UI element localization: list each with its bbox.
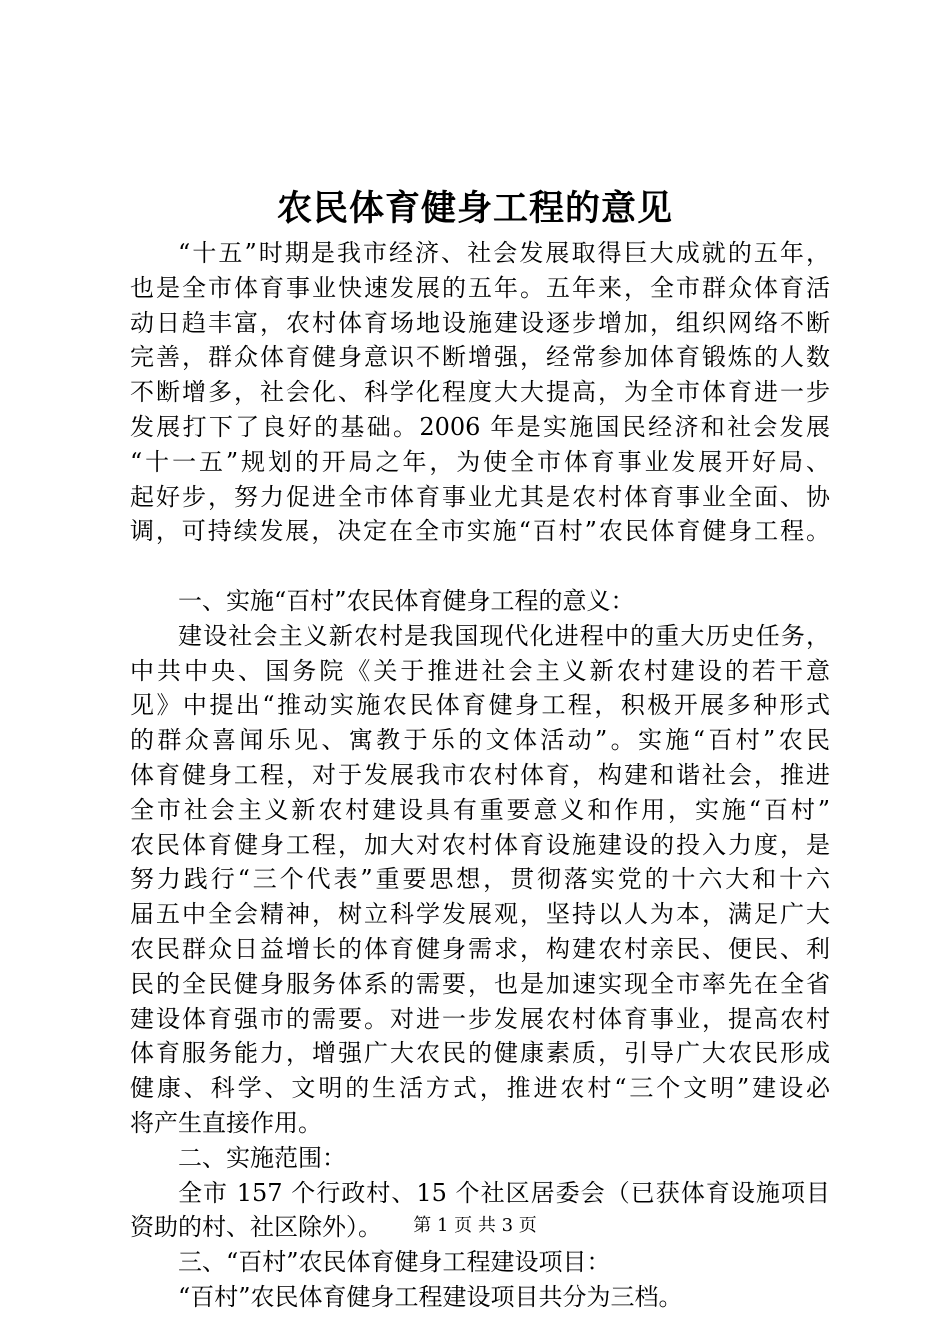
page-number-footer: 第 1 页 共 3 页 xyxy=(413,1215,537,1236)
paragraph-line: “十五”时期是我市经济、社会发展取得巨大成就的五年， xyxy=(178,239,830,267)
section-heading: 二、实施范围： xyxy=(178,1143,346,1172)
paragraph-line: 体育服务能力，增强广大农民的健康素质，引导广大农民形成 xyxy=(130,1039,830,1068)
paragraph-line: 发展打下了良好的基础。2006 年是实施国民经济和社会发展 xyxy=(130,412,830,441)
paragraph-line: 动日趋丰富，农村体育场地设施建设逐步增加，组织网络不断 xyxy=(130,308,830,337)
paragraph-line: 建设体育强市的需要。对进一步发展农村体育事业，提高农村 xyxy=(130,1004,830,1033)
paragraph-line: 将产生直接作用。 xyxy=(130,1108,322,1137)
paragraph-line: 也是全市体育事业快速发展的五年。五年来，全市群众体育活 xyxy=(130,273,830,302)
document-body xyxy=(130,236,830,1315)
paragraph-line: 起好步，努力促进全市体育事业尤其是农村体育事业全面、协 xyxy=(130,482,830,511)
section-heading: 三、“百村”农民体育健身工程建设项目： xyxy=(178,1248,611,1277)
paragraph-line: 资助的村、社区除外）。 xyxy=(130,1213,382,1242)
paragraph-line: 全市社会主义新农村建设具有重要意义和作用，实施“百村” xyxy=(130,795,830,824)
paragraph-line: 届五中全会精神，树立科学发展观，坚持以人为本，满足广大 xyxy=(130,900,830,929)
paragraph-line: 不断增多，社会化、科学化程度大大提高，为全市体育进一步 xyxy=(130,378,830,407)
paragraph-line: 见》中提出“推动实施农民体育健身工程，积极开展多种形式 xyxy=(130,691,830,720)
paragraph-line: 农民群众日益增长的体育健身需求，构建农村亲民、便民、利 xyxy=(130,934,830,963)
paragraph-line: 民的全民健身服务体系的需要，也是加速实现全市率先在全省 xyxy=(130,969,830,998)
paragraph-line: “百村”农民体育健身工程建设项目共分为三档。 xyxy=(178,1282,683,1311)
paragraph-line: 完善，群众体育健身意识不断增强，经常参加体育锻炼的人数 xyxy=(130,343,830,372)
paragraph-line: 体育健身工程，对于发展我市农村体育，构建和谐社会，推进 xyxy=(130,760,830,789)
paragraph-line: 建设社会主义新农村是我国现代化进程中的重大历史任务， xyxy=(178,621,830,650)
paragraph-line: 健康、科学、文明的生活方式，推进农村“三个文明”建设必 xyxy=(130,1074,830,1103)
paragraph-line: 全市 157 个行政村、15 个社区居委会（已获体育设施项目 xyxy=(178,1178,830,1207)
paragraph-line: 中共中央、国务院《关于推进社会主义新农村建设的若干意 xyxy=(130,656,830,685)
paragraph-line: 调，可持续发展，决定在全市实施“百村”农民体育健身工程。 xyxy=(130,517,830,546)
paragraph-line: 的群众喜闻乐见、寓教于乐的文体活动”。实施“百村”农民 xyxy=(130,726,830,755)
section-heading: 一、实施“百村”农民体育健身工程的意义： xyxy=(178,586,635,615)
paragraph-line: 努力践行“三个代表”重要思想，贯彻落实党的十六大和十六 xyxy=(130,865,830,894)
document-title: 农民体育健身工程的意见 xyxy=(276,188,673,229)
paragraph-line: “十一五”规划的开局之年，为使全市体育事业发展开好局、 xyxy=(130,447,830,476)
paragraph-gap xyxy=(130,549,830,584)
paragraph-line: 农民体育健身工程，加大对农村体育设施建设的投入力度，是 xyxy=(130,830,830,859)
